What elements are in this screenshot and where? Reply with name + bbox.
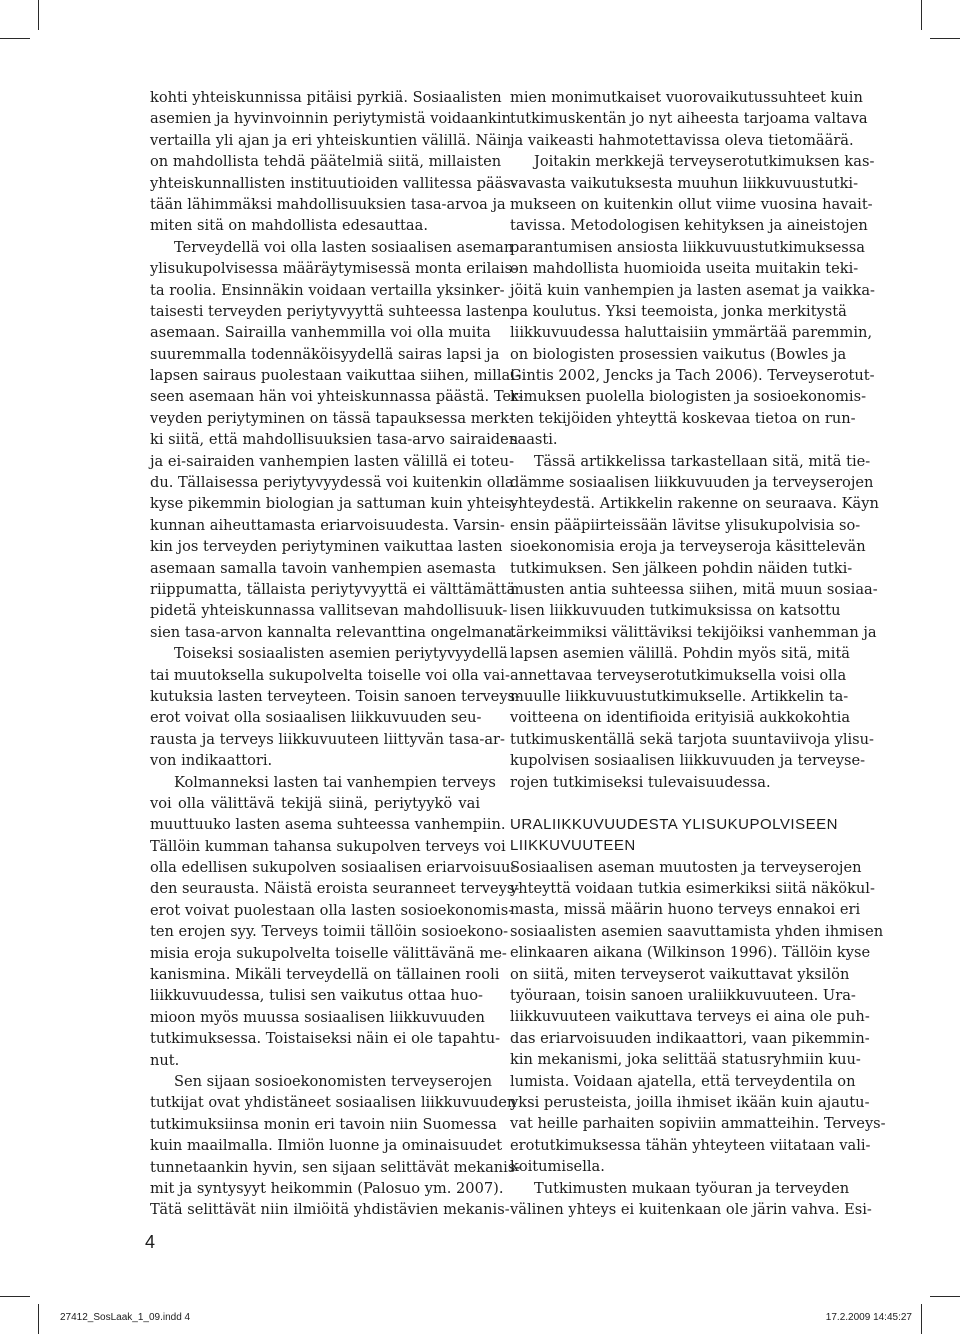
text-line: lapsen sairaus puolestaan vaikuttaa siihen, millai- (150, 367, 520, 385)
text-line: koitumisella. (510, 1158, 605, 1176)
text-line: tutkimuksiinsa monin eri tavoin niin Suomessa (150, 1115, 497, 1133)
text-line: suuremmalla todennäköisyydellä sairas lapsi ja (150, 345, 500, 363)
text-line: yhteyttä voidaan tutkia esimerkiksi siitä näkökul- (510, 880, 875, 898)
text-line: Gintis 2002, Jencks ja Tach 2006). Terveyserotut- (510, 367, 875, 385)
text-line: ylisukupolvisessa määräytymisessä monta erilais- (150, 260, 518, 278)
text-line: kupolvisen sosiaalisen liikkuvuuden ja terveyse- (510, 752, 866, 770)
text-line: liikkuvuudessa haluttaisiin ymmärtää paremmin, (510, 324, 873, 342)
text-line: tunnetaankin hyvin, sen sijaan selittävät mekanis- (150, 1158, 521, 1176)
text-line: erotutkimuksessa tähän yhteyteen viitataan vali- (510, 1136, 871, 1154)
text-line: lapsen asemien välillä. Pohdin myös sitä, mitä (510, 645, 851, 663)
text-line: Tätä selittävät niin ilmiöitä yhdistävien mekanis- (150, 1201, 510, 1219)
text-line: yhteydestä. Artikkelin rakenne on seuraava. Käyn (510, 495, 879, 513)
text-line: ten tekijöiden yhteyttä koskevaa tietoa on run- (510, 409, 856, 427)
crop-mark-bottom-right-horizontal (930, 1296, 960, 1297)
text-line: Sen sijaan sosioekonomisten terveyserojen (174, 1072, 493, 1090)
text-line: das eriarvoisuuden indikaattori, vaan pikemmin- (510, 1029, 870, 1047)
text-line: miten sitä on mahdollista edesauttaa. (150, 217, 428, 235)
text-line: masta, missä määrin huono terveys ennakoi eri (510, 901, 861, 919)
text-line: Tutkimusten mukaan työuran ja terveyden (534, 1179, 850, 1197)
text-line: välinen yhteys ei kuitenkaan ole järin vahva. Esi- (510, 1200, 872, 1218)
text-line: olla edellisen sukupolven sosiaalisen eriarvoisuu- (150, 859, 516, 877)
text-line: rausta ja terveys liikkuvuuteen liittyvän tasa-ar- (150, 730, 505, 748)
text-line: elinkaaren aikana (Wilkinson 1996). Tällöin kyse (510, 944, 871, 962)
text-line: lumista. Voidaan ajatella, että terveydentila on (510, 1072, 856, 1090)
text-line: asemien ja hyvinvoinnin periytymistä voidaankin (150, 110, 511, 128)
text-line: on mahdollista tehdä päätelmiä siitä, millaisten (150, 153, 502, 171)
text-line: saasti. (510, 431, 558, 449)
text-line: nut. (150, 1051, 180, 1069)
crop-mark-bottom-right-vertical (921, 1304, 922, 1334)
text-line: kin jos terveyden periytyminen vaikuttaa lasten (150, 538, 503, 556)
text-line: muulle liikkuvuustutkimukselle. Artikkelin ta- (510, 687, 849, 705)
text-line: ja vaikeasti hahmotettavissa oleva tietomäärä. (510, 131, 854, 149)
paragraph (150, 1071, 521, 1221)
text-line: kohti yhteiskunnissa pitäisi pyrkiä. Sosiaalisten (150, 89, 502, 106)
section-heading (510, 814, 840, 857)
text-line: yhteiskunnallisten instituutioiden vallitessa pääs- (150, 174, 516, 192)
text-line: tutkimuskentällä sekä tarjota suuntaviivoja ylisu- (510, 730, 874, 748)
text-line: työuraan, toisin sanoen uraliikkuvuuteen. Ura- (510, 987, 856, 1005)
text-line: yksi perusteista, joilla ihmiset ikään kuin ajautu- (510, 1093, 870, 1111)
text-line: ki siitä, että mahdollisuuksien tasa-arvo sairaiden (150, 431, 519, 449)
text-line: tai muutoksella sukupolvelta toiselle voi olla vai- (150, 666, 510, 684)
text-line: tutkimuksen. Sen jälkeen pohdin näiden tutki- (510, 559, 853, 577)
text-line: annettavaa terveyserotutkimuksella voisi olla (510, 666, 847, 684)
text-line: Toiseksi sosiaalisten asemien periytyvyydellä (174, 645, 508, 663)
paragraph (510, 87, 868, 151)
crop-mark-bottom-left-horizontal (0, 1296, 30, 1297)
text-line: voitteena on identifioida erityisiä aukkokohtia (510, 709, 851, 727)
text-line: vavasta vaikutuksesta muuhun liikkuvuustutki- (510, 174, 859, 192)
text-line: den seurausta. Näistä eroista seuranneet terveys- (150, 880, 520, 898)
text-line: tärkeimmiksi välittäviksi tekijöiksi vanhemman ja (510, 623, 877, 641)
text-line: tavissa. Metodologisen kehityksen ja aineistojen (510, 217, 868, 235)
text-line: Joitakin merkkejä terveyserotutkimuksen kas- (534, 153, 875, 171)
text-line: ta roolia. Ensinnäkin voidaan vertailla yksinker- (150, 281, 505, 299)
text-line: asemaan. Sairailla vanhemmilla voi olla muita (150, 324, 491, 342)
text-line: tutkimuskentän jo nyt aiheesta tarjoama valtava (510, 110, 868, 128)
footer-file-info: 27412_SosLaak_1_09.indd 4 (60, 1312, 191, 1323)
text-line: misia eroja sukupolvelta toiselle välittävänä me- (150, 944, 507, 962)
text-line: URALIIKKUVUUDESTA YLISUKUPOLVISEEN (510, 815, 838, 833)
crop-mark-top-right-vertical (921, 0, 922, 30)
text-line: ensin pääpiirteissään lävitse ylisukupolvisia so- (510, 516, 861, 534)
text-line: Tällöin kumman tahansa sukupolven terveys voi (150, 837, 506, 855)
text-line: lisen liikkuvuuden tutkimuksissa on katsottu (510, 602, 841, 620)
text-line: rojen tutkimiseksi tulevaisuudessa. (510, 773, 771, 791)
text-line: jöitä kuin vanhempien ja lasten asemat ja vaikka- (510, 281, 875, 299)
paragraph (510, 451, 879, 793)
text-line: on siitä, miten terveyserot vaikuttavat yksilön (510, 965, 850, 983)
paragraph (150, 237, 523, 643)
text-line: Tässä artikkelissa tarkastellaan sitä, mitä tie- (534, 452, 871, 470)
crop-mark-top-left-horizontal (0, 38, 30, 39)
paragraph (150, 772, 520, 1071)
text-line: Sosiaalisen aseman muutosten ja terveyserojen (510, 858, 862, 876)
text-line: mukseen on kuitenkin ollut viime vuosina havait- (510, 195, 873, 213)
left-text-column (150, 87, 523, 1221)
text-line: erot voivat puolestaan olla lasten sosioekonomis- (150, 901, 514, 919)
crop-mark-bottom-left-vertical (38, 1304, 39, 1334)
text-line: kunnan aiheuttamasta eriarvoisuudesta. Varsin- (150, 516, 505, 534)
crop-mark-top-right-horizontal (930, 38, 960, 39)
text-line: liikkuvuuteen vaikuttava terveys ei aina ole puh- (510, 1008, 870, 1026)
text-line: Kolmanneksi lasten tai vanhempien terveys (174, 773, 496, 791)
text-line: veyden periytyminen on tässä tapauksessa merk- (150, 409, 514, 427)
text-line: asemaan samalla tavoin vanhempien asemasta (150, 559, 497, 577)
text-line: parantumisen ansiosta liikkuvuustutkimuksessa (510, 238, 865, 256)
text-line: kutuksia lasten terveyteen. Toisin sanoen terveys- (150, 687, 520, 705)
paragraph (150, 643, 520, 771)
text-line: vertailla yli ajan ja eri yhteiskuntien välillä. Näin (150, 131, 512, 149)
text-line: tään lähimmäksi mahdollisuuksien tasa-arvoa ja (150, 195, 506, 213)
crop-mark-top-left-vertical (38, 0, 39, 30)
text-line: on biologisten prosessien vaikutus (Bowles ja (510, 345, 847, 363)
text-line: riippumatta, tällaista periytyvyyttä ei välttämättä (150, 580, 516, 598)
text-line: mit ja syntysyyt heikommin (Palosuo ym. 2007). (150, 1179, 504, 1197)
text-line: erot voivat olla sosiaalisen liikkuvuuden seu- (150, 709, 482, 727)
text-line: sien tasa-arvon kannalta relevanttina ongelmana. (150, 623, 517, 641)
text-line: kanismina. Mikäli terveydellä on tällainen rooli (150, 966, 500, 984)
text-line: von indikaattori. (150, 752, 273, 770)
paragraph (510, 151, 875, 450)
text-line: vat heille parhaiten sopiviin ammatteihin. Terveys- (510, 1115, 886, 1133)
page-number: 4 (145, 1232, 156, 1252)
text-line: ten erojen syy. Terveys toimii tällöin sosioekono- (150, 923, 509, 941)
text-line: kin mekanismi, joka selittää statusryhmiin kuu- (510, 1051, 861, 1069)
text-line: kuin maailmalla. Ilmiön luonne ja ominaisuudet (150, 1137, 503, 1155)
text-line: pa koulutus. Yksi teemoista, jonka merkitystä (510, 302, 847, 320)
text-line: Terveydellä voi olla lasten sosiaalisen aseman (174, 238, 514, 256)
text-line: tutkijat ovat yhdistäneet sosiaalisen liikkuvuuden (150, 1094, 517, 1112)
paragraph (510, 857, 886, 1178)
text-line: liikkuvuudessa, tulisi sen vaikutus ottaa huo- (150, 987, 483, 1005)
text-line: seen asemaan hän voi yhteiskunnassa päästä. Ter- (150, 388, 523, 406)
paragraph (150, 87, 516, 237)
text-line: ja ei-sairaiden vanhempien lasten välillä ei toteu- (150, 452, 514, 470)
text-line: pidetä yhteiskunnassa vallitsevan mahdollisuuk- (150, 602, 508, 620)
text-line: musten antia suhteessa siihen, mitä muun sosiaa- (510, 580, 878, 598)
text-line: muuttuuko lasten asema suhteessa vanhempiin. (150, 816, 506, 834)
text-line: tutkimuksessa. Toistaiseksi näin ei ole tapahtu- (150, 1030, 501, 1048)
text-line: mioon myös muussa sosiaalisen liikkuvuuden (150, 1008, 485, 1026)
text-line: dämme sosiaalisen liikkuvuuden ja terveyserojen (510, 474, 874, 492)
text-line: kyse pikemmin biologian ja sattuman kuin yhteis- (150, 495, 517, 513)
text-line: voi olla välittävä tekijä siinä, periytyykö vai (150, 794, 480, 812)
text-line: sosiaalisten asemien saavuttamista yhden ihmisen (510, 922, 884, 940)
text-line: taisesti terveyden periytyvyyttä suhteessa lasten (150, 302, 511, 320)
text-line: du. Tällaisessa periytyvyydessä voi kuitenkin olla (150, 474, 514, 492)
text-line: mien monimutkaiset vuorovaikutussuhteet kuin (510, 89, 863, 106)
text-line: on mahdollista huomioida useita muitakin teki- (510, 260, 859, 278)
right-text-column (510, 87, 886, 1220)
text-line: sioekonomisia eroja ja terveyseroja käsittelevän (510, 538, 866, 556)
paragraph (510, 1178, 872, 1221)
footer-timestamp: 17.2.2009 14:45:27 (825, 1312, 912, 1323)
text-line: LIIKKUVUUTEEN (510, 837, 636, 855)
text-line: kimuksen puolella biologisten ja sosioekonomis- (510, 388, 867, 406)
